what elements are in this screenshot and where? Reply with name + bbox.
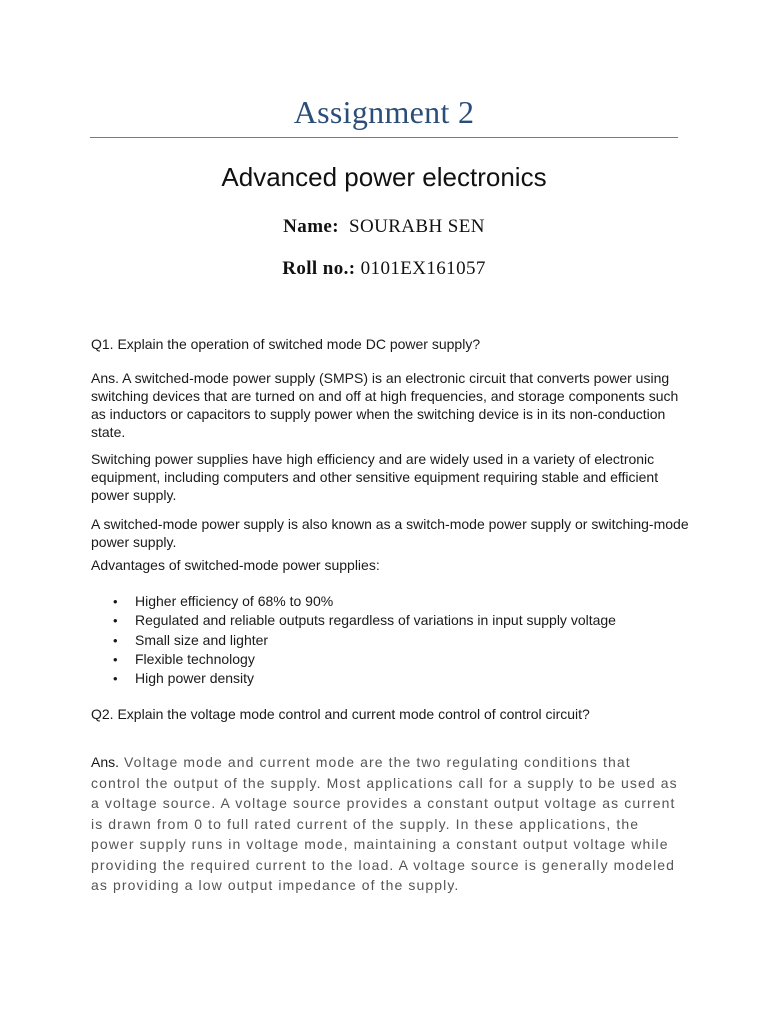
question-1: Q1. Explain the operation of switched mode DC power supply? [91,336,481,352]
question-2: Q2. Explain the voltage mode control and current mode control of control circuit? [91,706,590,722]
bullet-dot-icon: • [113,671,118,687]
answer-1-paragraph-2: Switching power supplies have high efficiency and are widely used in a variety of electronic equipment, including computers and other sensitive equipment requiring stable and efficient power supply. [91,451,659,503]
name-value: SOURABH SEN [348,216,485,237]
list-item: • Higher efficiency of 68% to 90% [91,592,691,611]
document-title: Assignment 2 [293,94,475,130]
advantages-heading: Advantages of switched-mode power supplies: [91,557,380,573]
document-subtitle: Advanced power electronics [221,162,547,192]
title-underline-rule [90,137,678,138]
answer-1-paragraph-3: A switched-mode power supply is also known as a switch-mode power supply or switching-mode power supply. [91,516,689,550]
bullet-dot-icon: • [113,632,118,648]
bullet-dot-icon: • [113,594,118,609]
answer-2-paragraph [91,752,681,896]
name-label: Name: [283,216,339,237]
list-item: • Flexible technology [91,650,691,669]
answer-2-text: Voltage mode and current mode are the two regulating conditions that control the output of the supply. Most applications call for a supply to be used as a voltage source. A voltage source provides a constant output voltage as current is drawn from 0 to full rated current of the supply. In these applications, the power supply runs in voltage mode, maintaining a constant output voltage while providing the required current to the load. A voltage source is generally modeled as providing a low output impedance of the supply. [91,754,678,893]
bullet-dot-icon: • [113,613,118,629]
list-item: • Small size and lighter [91,631,691,650]
answer-2-label: Ans. [91,754,120,770]
roll-number-line [0,258,768,280]
list-item: • Regulated and reliable outputs regardless of variations in input supply voltage [91,611,691,630]
roll-value: 0101EX161057 [360,258,486,279]
bullet-dot-icon: • [113,651,118,667]
advantages-list [91,592,691,688]
student-name-line [0,216,768,238]
list-item: • High power density [91,669,691,688]
answer-1-label: Ans. [91,370,120,386]
answer-1-paragraph-1 [91,369,691,441]
roll-label: Roll no.: [282,258,356,279]
answer-1-text: A switched-mode power supply (SMPS) is an electronic circuit that converts power using switching devices that are turned on and off at high frequencies, and storage components such as inductors or capacitors to supply power when the switching device is in its non-conduction state. [91,370,679,440]
